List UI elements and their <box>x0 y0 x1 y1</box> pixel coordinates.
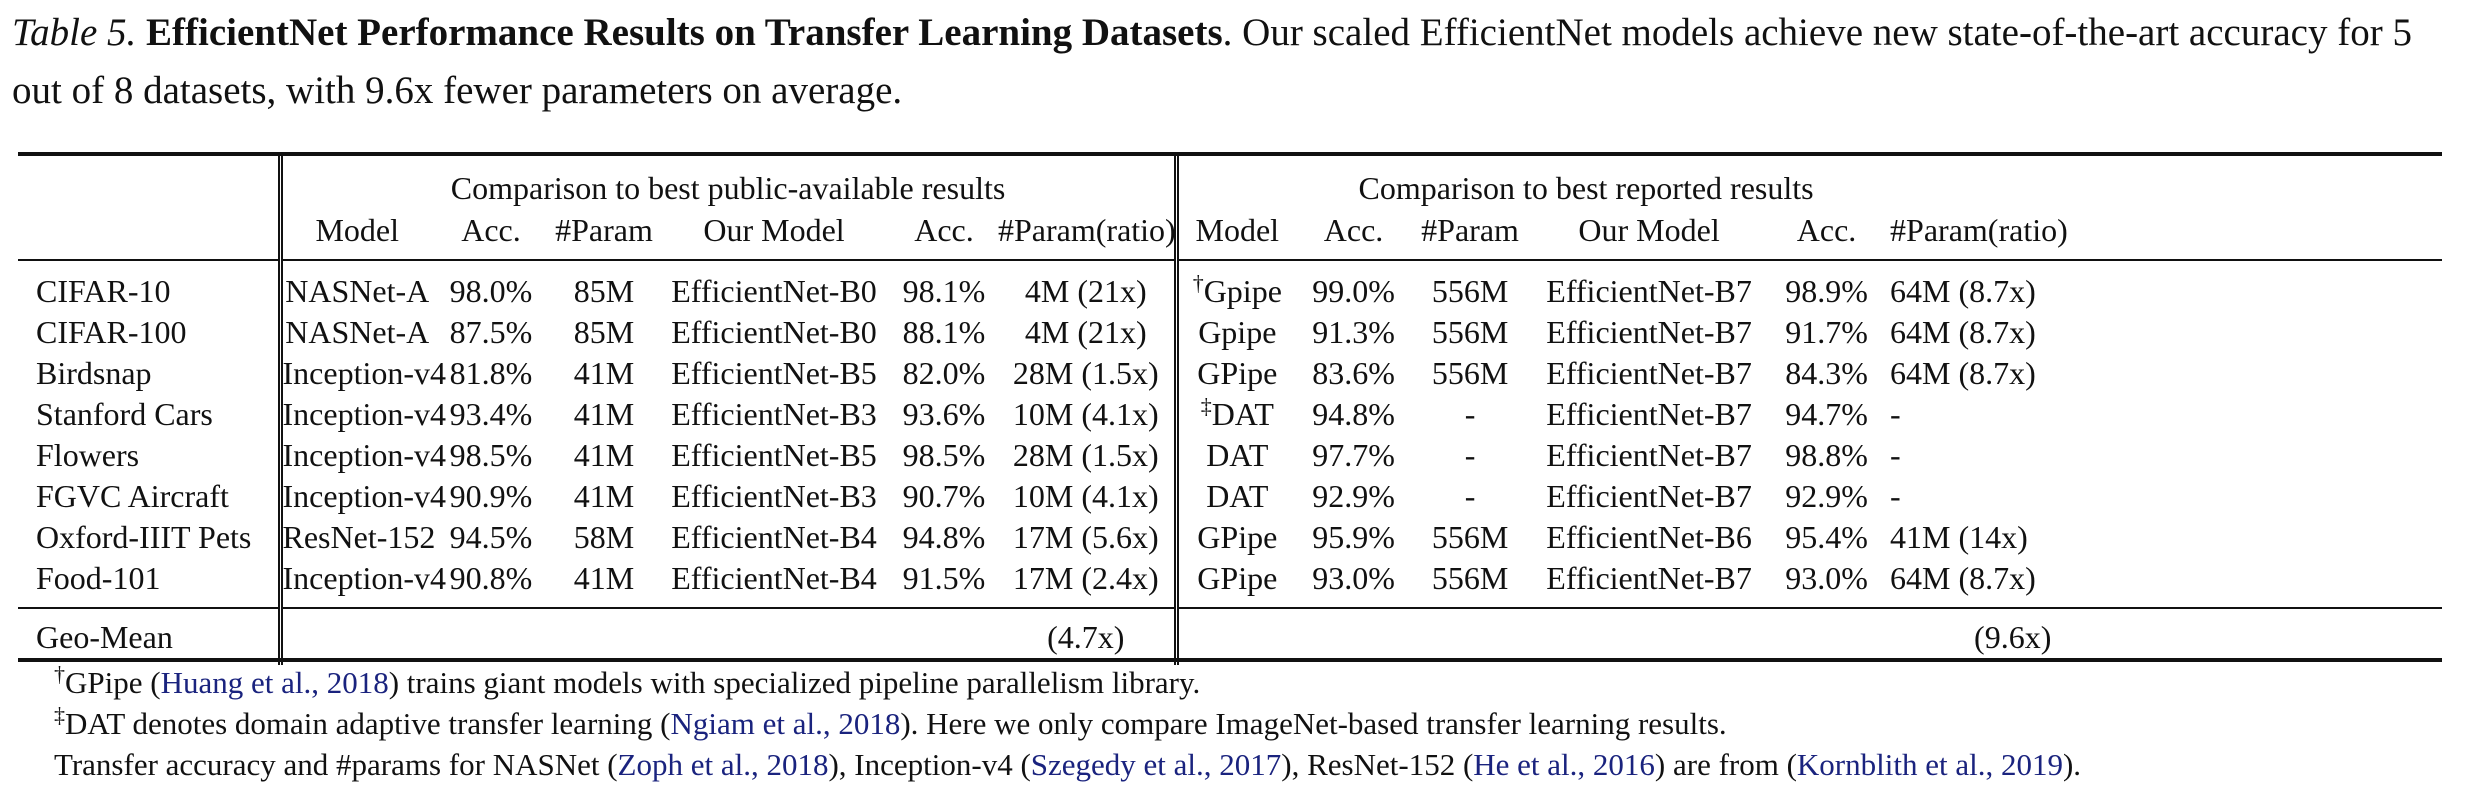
table-row <box>18 353 2442 394</box>
dataset-name: Oxford-IIIT Pets <box>36 519 252 555</box>
table-row <box>18 394 2442 435</box>
footnote-gpipe: †GPipe (Huang et al., 2018) trains giant models with specialized pipeline parallelism library. <box>54 661 1201 700</box>
col-header: #Param <box>1411 209 1529 260</box>
reported-model: GPipe <box>1176 517 1296 558</box>
citation-link[interactable]: Kornblith et al., 2019 <box>1796 747 2063 782</box>
baseline-acc: 98.0% <box>449 273 533 309</box>
our-model: EfficientNet-B0 <box>671 314 877 350</box>
our-acc-2: 91.7% <box>1785 314 1868 350</box>
param-ratio: 17M (2.4x) <box>1012 560 1159 596</box>
our-model: EfficientNet-B4 <box>671 560 877 596</box>
table-row <box>18 435 2442 476</box>
table-row <box>18 476 2442 517</box>
citation-link[interactable]: Zoph et al., 2018 <box>617 747 829 782</box>
caption-text: . Our scaled EfficientNet models achieve new state-of-the-art accuracy for 5 out of 8 datasets, with 9.6x fewer parameters on average. <box>12 11 2412 112</box>
reported-model: ‡DAT <box>1176 394 1296 435</box>
reported-param: - <box>1464 396 1476 432</box>
reported-acc: 93.0% <box>1312 560 1395 596</box>
citation-link[interactable]: Ngiam et al., 2018 <box>670 706 901 741</box>
col-header: #Param(ratio) <box>998 209 1176 260</box>
our-acc-2: 98.9% <box>1785 273 1868 309</box>
our-acc-2: 84.3% <box>1785 355 1868 391</box>
our-acc: 93.6% <box>902 396 986 432</box>
reported-model: DAT <box>1176 476 1296 517</box>
baseline-model: Inception-v4 <box>280 435 432 476</box>
reported-acc: 92.9% <box>1312 478 1395 514</box>
baseline-param: 41M <box>573 396 635 432</box>
param-ratio: 28M (1.5x) <box>1012 355 1159 391</box>
our-acc: 94.8% <box>902 519 986 555</box>
our-acc: 98.5% <box>902 437 986 473</box>
baseline-model: Inception-v4 <box>280 558 432 608</box>
param-ratio: 28M (1.5x) <box>1012 437 1159 473</box>
citation-link[interactable]: Szegedy et al., 2017 <box>1030 747 1282 782</box>
our-model: EfficientNet-B5 <box>671 437 877 473</box>
our-acc: 88.1% <box>902 314 986 350</box>
geo-mean-reported: (9.6x) <box>1884 608 2442 665</box>
table-row <box>18 260 2442 312</box>
col-header: Model <box>1176 209 1296 260</box>
geo-mean-public: (4.7x) <box>998 608 1176 665</box>
dataset-name: Stanford Cars <box>36 396 213 432</box>
baseline-acc: 98.5% <box>449 437 533 473</box>
our-model-2: EfficientNet-B7 <box>1546 314 1752 350</box>
col-header: Acc. <box>432 209 550 260</box>
param-ratio-2: - <box>1890 478 1901 514</box>
baseline-acc: 94.5% <box>449 519 533 555</box>
baseline-param: 41M <box>573 478 635 514</box>
our-acc-2: 94.7% <box>1785 396 1868 432</box>
our-model-2: EfficientNet-B7 <box>1546 273 1752 309</box>
reported-param: - <box>1464 478 1476 514</box>
col-header: Our Model <box>1529 209 1769 260</box>
our-acc: 98.1% <box>902 273 986 309</box>
citation-link[interactable]: He et al., 2016 <box>1473 747 1655 782</box>
param-ratio-2: 64M (8.7x) <box>1890 560 2036 596</box>
citation-link[interactable]: Huang et al., 2018 <box>160 665 389 700</box>
our-model: EfficientNet-B0 <box>671 273 877 309</box>
baseline-acc: 81.8% <box>449 355 533 391</box>
reported-acc: 94.8% <box>1312 396 1395 432</box>
col-header: Acc. <box>1769 209 1884 260</box>
our-model-2: EfficientNet-B7 <box>1546 437 1752 473</box>
param-ratio-2: - <box>1890 437 1901 473</box>
col-header: Acc. <box>1296 209 1411 260</box>
baseline-param: 85M <box>573 273 635 309</box>
caption-title: EfficientNet Performance Results on Transfer Learning Datasets <box>146 11 1223 54</box>
baseline-acc: 93.4% <box>449 396 533 432</box>
reported-acc: 99.0% <box>1312 273 1395 309</box>
our-model-2: EfficientNet-B7 <box>1546 478 1752 514</box>
our-acc: 82.0% <box>902 355 986 391</box>
baseline-model: Inception-v4 <box>280 394 432 435</box>
dataset-name: CIFAR-10 <box>36 273 171 309</box>
param-ratio: 10M (4.1x) <box>1012 396 1159 432</box>
reported-acc: 91.3% <box>1312 314 1395 350</box>
table-row <box>18 312 2442 353</box>
param-ratio: 10M (4.1x) <box>1012 478 1159 514</box>
baseline-acc: 90.9% <box>449 478 533 514</box>
reported-param: 556M <box>1431 314 1509 350</box>
table-row <box>18 558 2442 608</box>
reported-param: 556M <box>1431 273 1509 309</box>
footnote-mark: † <box>1192 270 1204 296</box>
footnote-mark: ‡ <box>1200 393 1212 419</box>
table-row <box>18 517 2442 558</box>
reported-model: GPipe <box>1176 558 1296 608</box>
group-public-header: Comparison to best public-available results <box>280 156 1176 209</box>
reported-acc: 97.7% <box>1312 437 1395 473</box>
reported-param: 556M <box>1431 355 1509 391</box>
our-acc: 91.5% <box>902 560 986 596</box>
dataset-name: Birdsnap <box>36 355 152 391</box>
footnote-sources: Transfer accuracy and #params for NASNet (Zoph et al., 2018), Inception-v4 (Szegedy et al., 2017), ResNet-152 (He et al., 2016) are from (Kornblith et al., 2019). <box>54 747 2082 782</box>
dataset-name: Food-101 <box>36 560 161 596</box>
param-ratio: 17M (5.6x) <box>1012 519 1159 555</box>
reported-param: 556M <box>1431 519 1509 555</box>
param-ratio-2: 64M (8.7x) <box>1890 273 2036 309</box>
col-header: Model <box>280 209 432 260</box>
our-model-2: EfficientNet-B7 <box>1546 396 1752 432</box>
table-body <box>18 260 2442 608</box>
caption-label: Table 5. <box>12 11 137 54</box>
our-model-2: EfficientNet-B6 <box>1546 519 1752 555</box>
reported-model: †Gpipe <box>1176 260 1296 312</box>
param-ratio-2: 64M (8.7x) <box>1890 355 2036 391</box>
col-header: Acc. <box>890 209 998 260</box>
our-acc-2: 93.0% <box>1785 560 1868 596</box>
geo-mean-label: Geo-Mean <box>18 608 280 665</box>
col-header: #Param(ratio) <box>1884 209 2442 260</box>
reported-acc: 95.9% <box>1312 519 1395 555</box>
baseline-model: NASNet-A <box>280 312 432 353</box>
reported-acc: 83.6% <box>1312 355 1395 391</box>
col-header: #Param <box>550 209 658 260</box>
reported-model: GPipe <box>1176 353 1296 394</box>
baseline-param: 58M <box>573 519 635 555</box>
baseline-param: 41M <box>573 437 635 473</box>
param-ratio-2: 64M (8.7x) <box>1890 314 2036 350</box>
baseline-param: 85M <box>573 314 635 350</box>
baseline-param: 41M <box>573 560 635 596</box>
our-model: EfficientNet-B4 <box>671 519 877 555</box>
table-caption <box>12 4 2452 120</box>
reported-param: 556M <box>1431 560 1509 596</box>
baseline-model: NASNet-A <box>280 260 432 312</box>
footnote-dat: ‡DAT denotes domain adaptive transfer learning (Ngiam et al., 2018). Here we only compare ImageNet-based transfer learning results. <box>54 702 1727 741</box>
reported-model: DAT <box>1176 435 1296 476</box>
param-ratio-2: 41M (14x) <box>1890 519 2028 555</box>
param-ratio-2: - <box>1890 396 1901 432</box>
reported-param: - <box>1464 437 1476 473</box>
our-model-2: EfficientNet-B7 <box>1546 355 1752 391</box>
geo-mean-row <box>18 608 2442 665</box>
baseline-acc: 87.5% <box>449 314 533 350</box>
our-model: EfficientNet-B5 <box>671 355 877 391</box>
dataset-name: CIFAR-100 <box>36 314 187 350</box>
group-header-row <box>18 156 2442 209</box>
baseline-acc: 90.8% <box>449 560 533 596</box>
param-ratio: 4M (21x) <box>1024 314 1147 350</box>
baseline-model: Inception-v4 <box>280 353 432 394</box>
baseline-model: Inception-v4 <box>280 476 432 517</box>
dataset-name: FGVC Aircraft <box>36 478 229 514</box>
column-header-row <box>18 209 2442 260</box>
footnotes <box>54 662 2434 785</box>
our-model: EfficientNet-B3 <box>671 396 877 432</box>
our-acc-2: 92.9% <box>1785 478 1868 514</box>
baseline-model: ResNet-152 <box>280 517 432 558</box>
our-model-2: EfficientNet-B7 <box>1546 560 1752 596</box>
our-model: EfficientNet-B3 <box>671 478 877 514</box>
our-acc-2: 95.4% <box>1785 519 1868 555</box>
baseline-param: 41M <box>573 355 635 391</box>
col-header: Our Model <box>658 209 890 260</box>
our-acc: 90.7% <box>902 478 986 514</box>
results-table <box>18 156 2442 665</box>
group-reported-header: Comparison to best reported results <box>1176 156 2442 209</box>
reported-model: Gpipe <box>1176 312 1296 353</box>
dataset-name: Flowers <box>36 437 140 473</box>
our-acc-2: 98.8% <box>1785 437 1868 473</box>
param-ratio: 4M (21x) <box>1024 273 1147 309</box>
